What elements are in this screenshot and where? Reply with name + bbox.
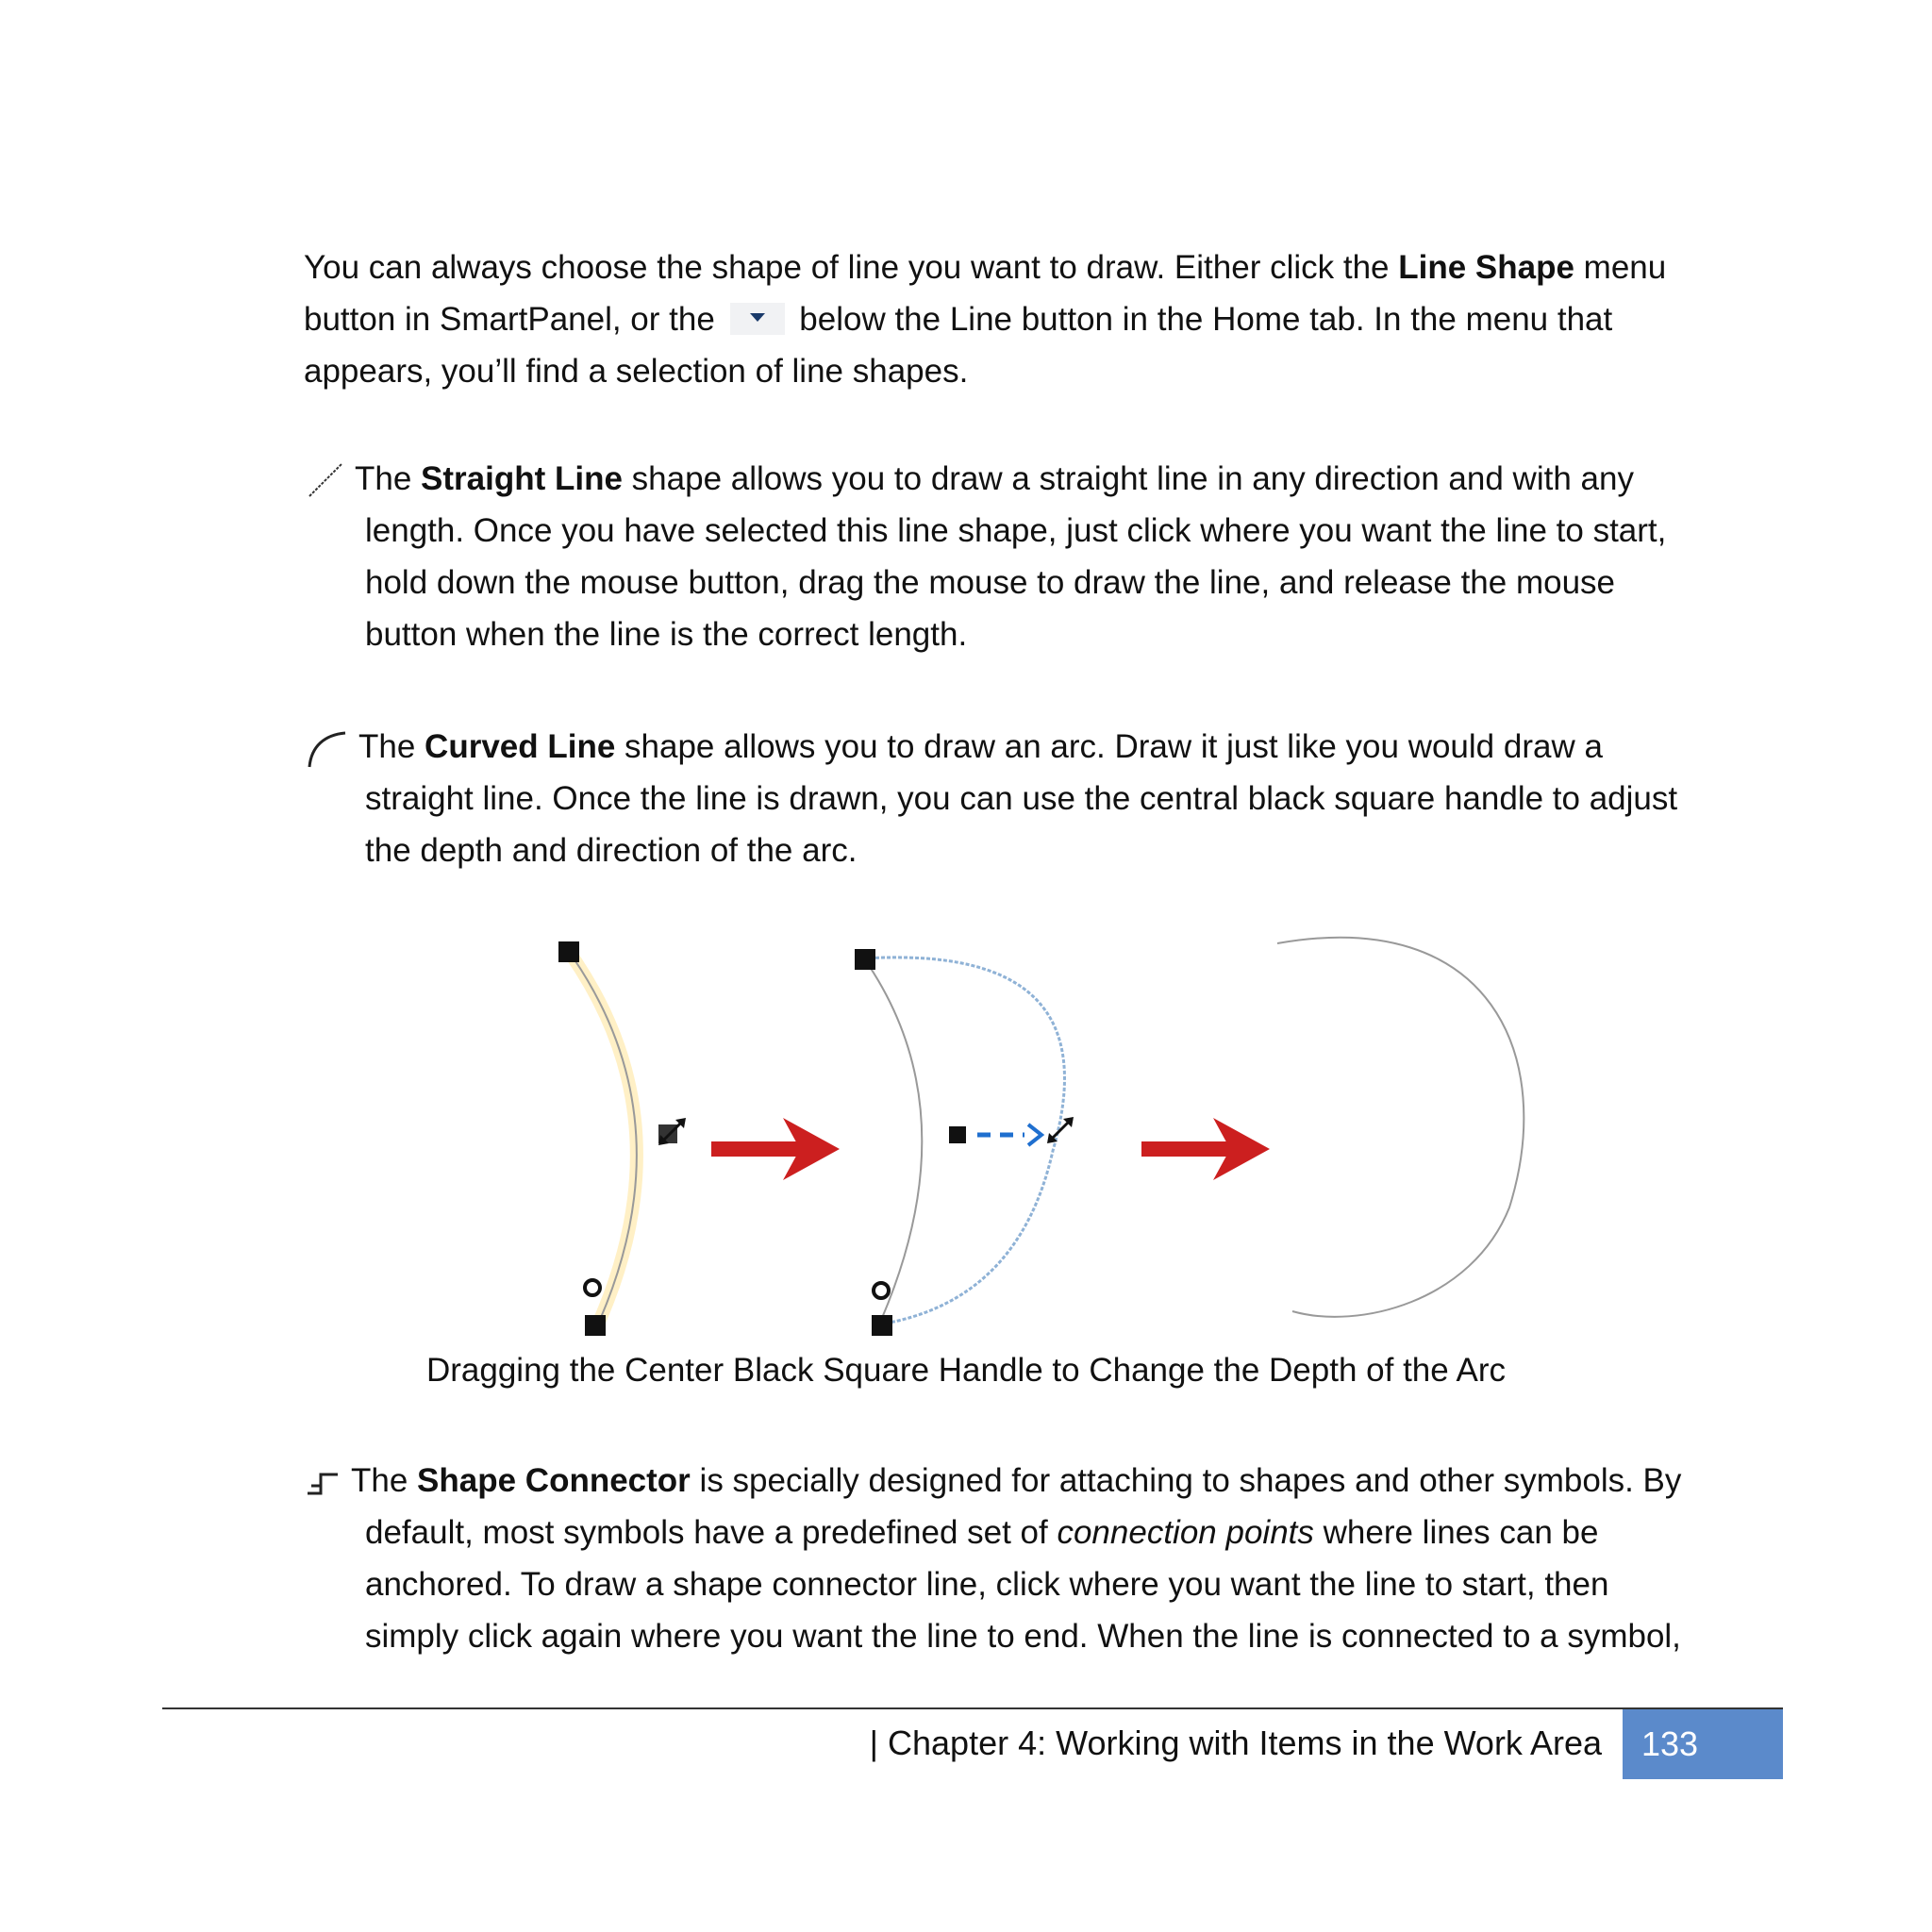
straight-line-icon: [304, 460, 345, 502]
rotation-handle: [585, 1280, 600, 1295]
shape-connector-paragraph: [304, 1455, 1757, 1662]
arc-depth-figure: [528, 924, 1660, 1349]
arc-stage-2: [855, 949, 1074, 1336]
curved-line-icon: [304, 727, 349, 771]
arc-line: [570, 953, 637, 1328]
straight-line-1: The Straight Line shape allows you to draw a straight line in any direction and with any: [304, 453, 1757, 505]
intro-line-1: You can always choose the shape of line you want to draw. Either click the Line Shape menu: [304, 249, 1667, 286]
shape-connector-icon: [304, 1469, 341, 1497]
chevron-down-icon: [750, 313, 765, 323]
arc-stage-1: [558, 941, 686, 1336]
straight-line-4: button when the line is the correct length.: [365, 616, 968, 653]
line-dropdown-button: [730, 303, 785, 335]
straight-line-2: length. Once you have selected this line shape, just click where you want the line to start,: [365, 512, 1667, 549]
resize-cursor-icon: [1047, 1117, 1074, 1143]
curved-line-paragraph: [304, 721, 1757, 876]
start-handle: [558, 941, 579, 962]
rotation-handle: [874, 1283, 889, 1298]
intro-line-3: appears, you’ll find a selection of line shapes.: [304, 353, 969, 390]
original-arc: [864, 958, 922, 1324]
line-shape-term: Line Shape: [1398, 249, 1574, 286]
end-handle: [872, 1315, 892, 1336]
connector-line-1: The Shape Connector is specially designed for attaching to shapes and other symbols. By: [304, 1455, 1757, 1507]
connector-line-3: anchored. To draw a shape connector line, click where you want the line to start, then: [365, 1566, 1609, 1603]
connection-points-term: connection points: [1057, 1514, 1314, 1551]
intro-line-2: button in SmartPanel, or the below the Line button in the Home tab. In the menu that: [304, 301, 1613, 338]
drag-direction-arrow: [977, 1124, 1041, 1145]
connector-line-4: simply click again where you want the line to end. When the line is connected to a symbol,: [365, 1618, 1681, 1655]
curved-line-term: Curved Line: [425, 728, 616, 765]
footer-rule: [162, 1707, 1783, 1709]
end-handle: [585, 1315, 606, 1336]
straight-line-paragraph: [304, 453, 1757, 660]
curved-line-2: straight line. Once the line is drawn, you can use the central black square handle to adjust: [365, 780, 1678, 817]
curved-line-1: The Curved Line shape allows you to draw an arc. Draw it just like you would draw a: [304, 721, 1757, 773]
footer-chapter-title: | Chapter 4: Working with Items in the Work Area: [869, 1724, 1602, 1762]
resulting-arc: [1277, 938, 1524, 1317]
red-arrow-1: [711, 1118, 840, 1180]
arc-stage-3: [1277, 938, 1524, 1317]
center-handle: [949, 1126, 966, 1143]
red-arrow-2: [1141, 1118, 1270, 1180]
straight-line-term: Straight Line: [421, 460, 623, 497]
shape-connector-term: Shape Connector: [417, 1462, 691, 1499]
straight-line-3: hold down the mouse button, drag the mouse to draw the line, and release the mouse: [365, 564, 1616, 601]
intro-paragraph: [304, 242, 1757, 397]
connector-line-2: default, most symbols have a predefined set of connection points where lines can be: [365, 1514, 1599, 1551]
figure-caption: Dragging the Center Black Square Handle to Change the Depth of the Arc: [425, 1352, 1507, 1389]
curved-line-3: the depth and direction of the arc.: [365, 832, 858, 869]
page-number: 133: [1623, 1709, 1783, 1779]
start-handle: [855, 949, 875, 970]
